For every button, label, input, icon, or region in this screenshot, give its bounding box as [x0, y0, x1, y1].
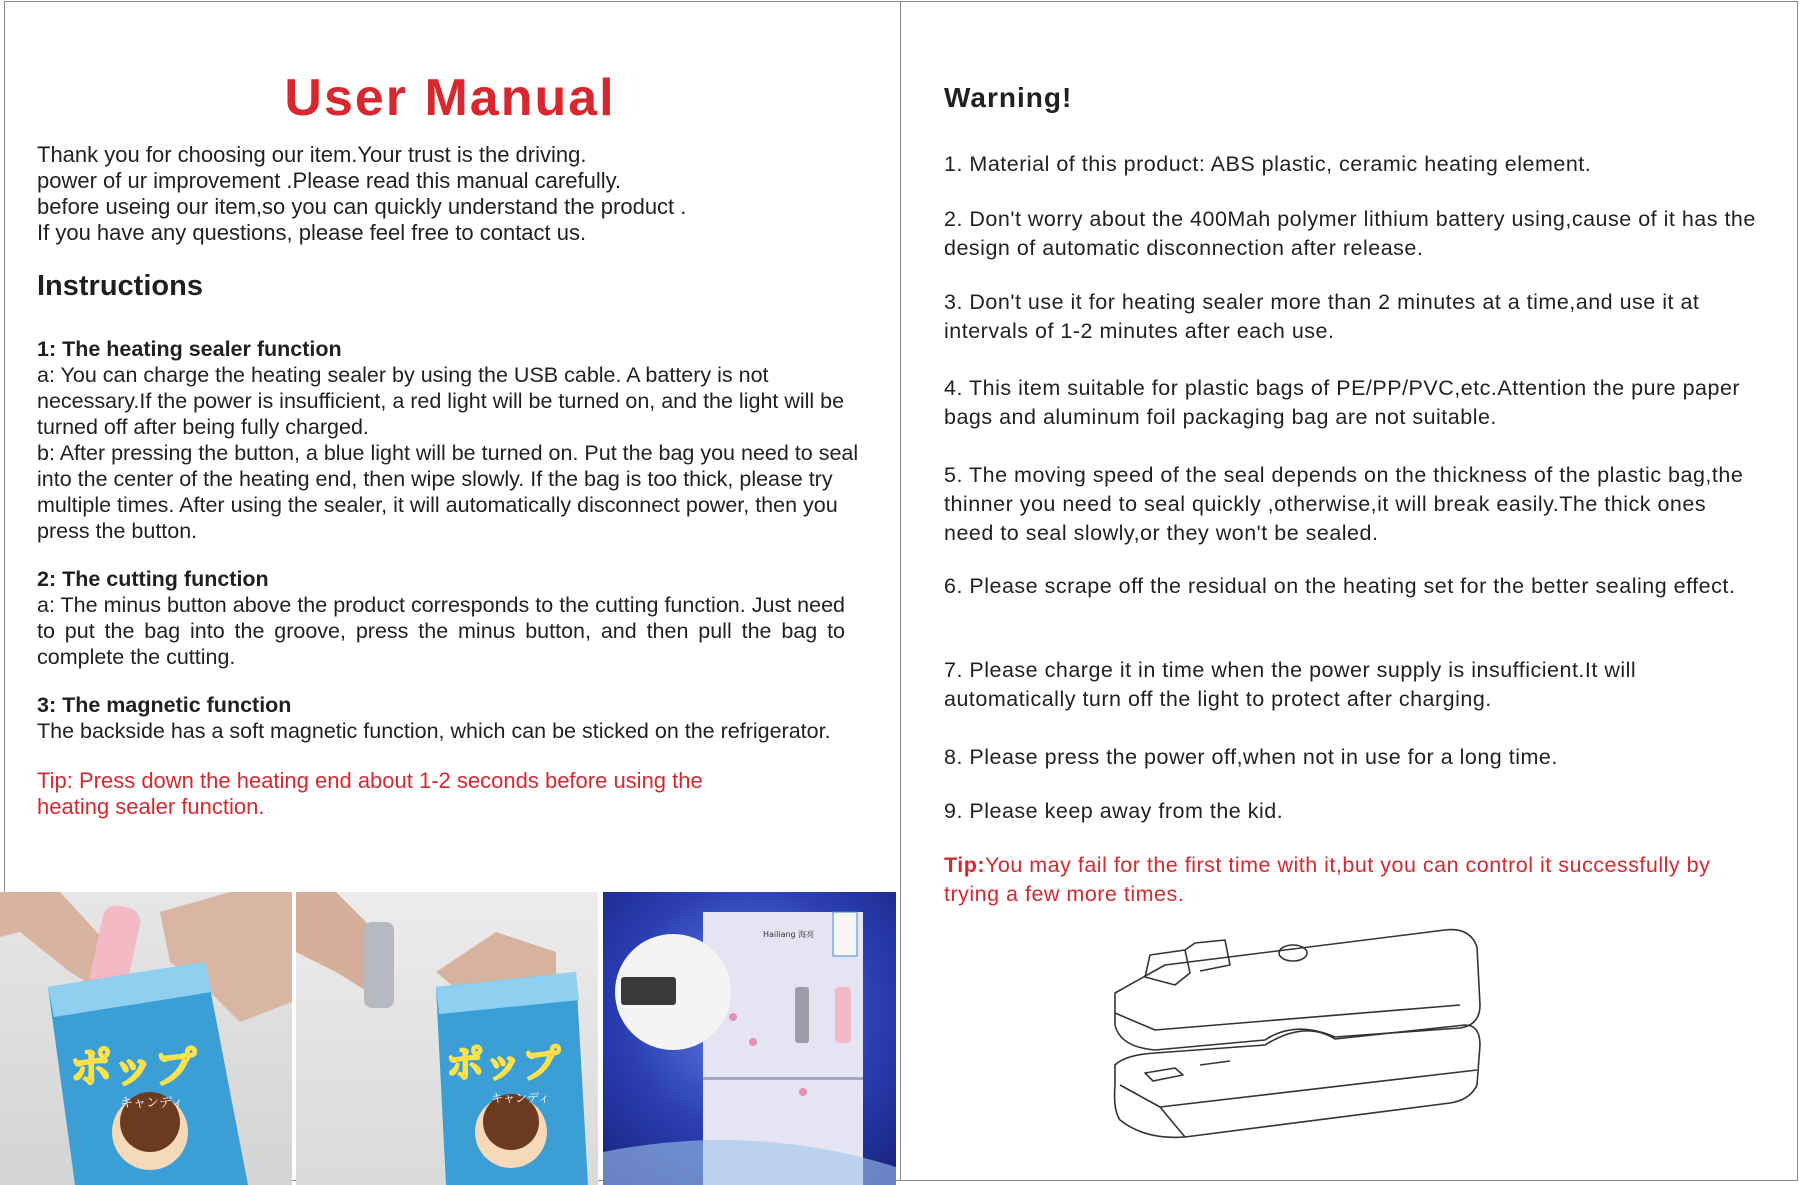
- right-tip: [944, 851, 1759, 909]
- warning-item: 2. Don't worry about the 400Mah polymer lithium battery using,cause of it has the design of automatic disconnection after release.: [944, 207, 1756, 260]
- warning-item: 8. Please press the power off,when not in use for a long time.: [944, 745, 1558, 769]
- tip-label: Tip:: [944, 853, 986, 877]
- intro-line: power of ur improvement .Please read this manual carefully.: [37, 168, 622, 193]
- warning-item: 4. This item suitable for plastic bags of PE/PP/PVC,etc.Attention the pure paper bags and aluminum foil packaging bag are not suitable.: [944, 376, 1741, 429]
- manual-title: User Manual: [284, 69, 616, 127]
- bag-sub: キャンディ: [491, 1091, 551, 1105]
- warning-item: 7. Please charge it in time when the power supply is insufficient.It will automatically turn off the light to protect after charging.: [944, 658, 1637, 711]
- fridge-brand: Hailiang 海亮: [763, 930, 815, 939]
- left-tip: Tip: Press down the heating end about 1-2 seconds before using the heating sealer function.: [37, 768, 703, 819]
- section-body: The backside has a soft magnetic function, which can be sticked on the refrigerator.: [37, 719, 831, 743]
- section-heading: 3: The magnetic function: [37, 693, 292, 717]
- warning-item: 6. Please scrape off the residual on the heating set for the better sealing effect.: [944, 574, 1736, 598]
- warning-title: Warning!: [944, 82, 1073, 113]
- section-body: a: The minus button above the product corresponds to the cutting function. Just need to put the bag into the groove, press the minus button, and then pull the bag to complete the cutting.: [37, 593, 845, 669]
- warning-item: 3. Don't use it for heating sealer more than 2 minutes at a time,and use it at intervals of 1-2 minutes after each use.: [944, 290, 1700, 343]
- bag-sub: キャンディ: [120, 1096, 184, 1111]
- section-heading: 1: The heating sealer function: [37, 337, 342, 361]
- bag-brand: ポップ: [446, 1042, 561, 1086]
- section-magnetic: [37, 692, 897, 744]
- refrigerator-illustration: [603, 892, 896, 1185]
- warning-item: 5. The moving speed of the seal depends on the thickness of the plastic bag,the thinner you need to seal quickly ,otherwise,it will break easily.The thick ones need to seal slowly,or they won't be sealed.: [944, 463, 1744, 545]
- intro-line: Thank you for choosing our item.Your trust is the driving.: [37, 142, 587, 167]
- photo-refrigerator: [603, 892, 896, 1185]
- page-divider: [900, 1, 901, 1181]
- photo-sealing-bag: [0, 892, 292, 1185]
- section-heading: 2: The cutting function: [37, 567, 269, 591]
- tip-text: You may fail for the first time with it,but you can control it successfully by trying a few more times.: [944, 853, 1711, 906]
- warning-item: 9. Please keep away from the kid.: [944, 799, 1284, 823]
- section-heating-sealer: [37, 336, 879, 544]
- intro-line: If you have any questions, please feel free to contact us.: [37, 220, 587, 245]
- section-body: a: You can charge the heating sealer by using the USB cable. A battery is not necessary.If the power is insufficient, a red light will be turned on, and the light will be turned off after being fully charged. b: After pressing the button, a blue light will be turned on. Put the bag you need to seal into the center of the heating end, then wipe slowly. If the bag is too thick, please try multiple times. After using the sealer, it will automatically disconnect power, then you press the button.: [37, 363, 859, 543]
- sealing-bag-illustration: [0, 892, 292, 1185]
- warning-item: 1. Material of this product: ABS plastic, ceramic heating element.: [944, 152, 1592, 176]
- bag-brand: ポップ: [70, 1043, 197, 1092]
- section-cutting: [37, 566, 845, 670]
- instructions-heading: Instructions: [37, 270, 203, 302]
- intro-line: before useing our item,so you can quickly understand the product .: [37, 194, 687, 219]
- cutting-bag-illustration: [296, 892, 598, 1185]
- photo-cutting-bag: [296, 892, 598, 1185]
- sealer-line-drawing: [1105, 925, 1530, 1150]
- intro-paragraph: [37, 142, 897, 246]
